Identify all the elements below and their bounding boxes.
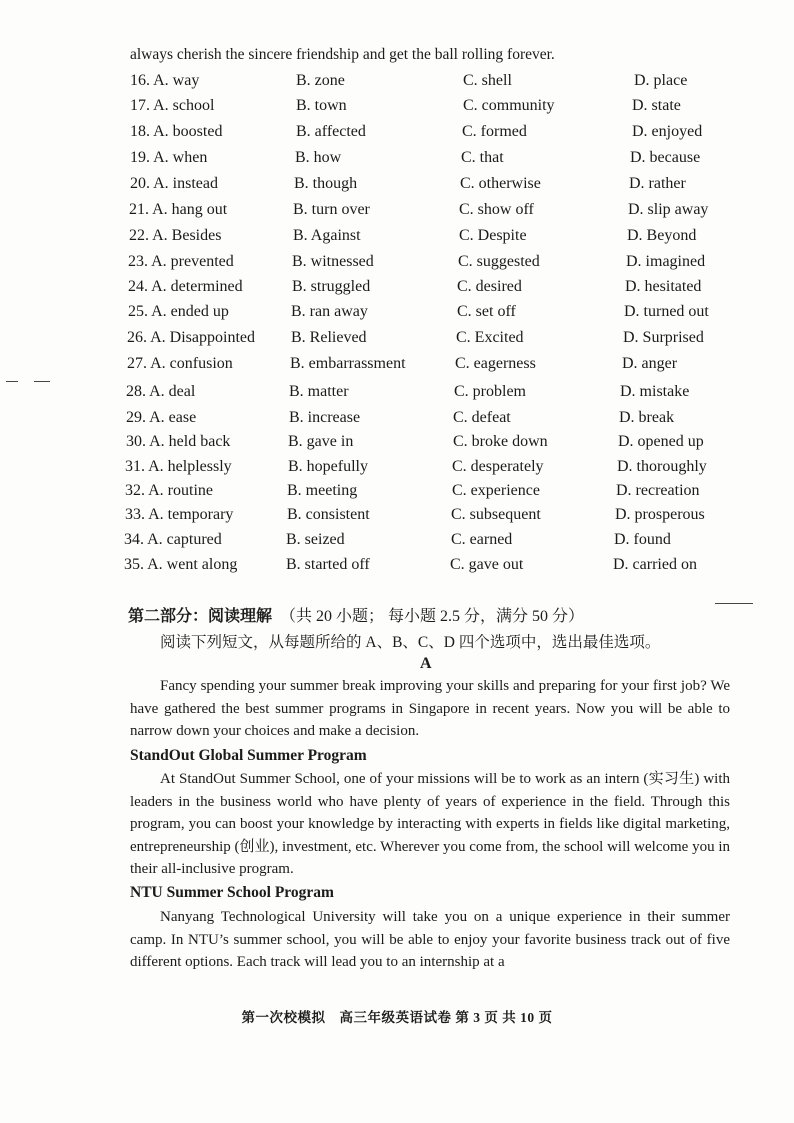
question-option: B. struggled [292, 278, 371, 295]
question-option: B. town [296, 97, 347, 114]
question-option: C. Excited [456, 329, 524, 346]
question-28-option-a: 28. A. deal [126, 383, 196, 400]
question-option: D. place [634, 72, 688, 89]
question-option: B. ran away [291, 303, 368, 320]
question-17-option-a: 17. A. school [130, 97, 215, 114]
question-option: D. opened up [618, 433, 704, 450]
question-option: B. embarrassment [290, 355, 406, 372]
section-2-scoring: （共 20 小题； 每小题 2.5 分，满分 50 分） [280, 608, 585, 625]
question-option: C. suggested [458, 253, 540, 270]
scan-artifact [34, 381, 50, 382]
question-27-option-a: 27. A. confusion [127, 355, 233, 372]
section-2-title-text: 第二部分：阅读理解 [128, 608, 273, 625]
question-20-option-a: 20. A. instead [130, 175, 218, 192]
question-22-option-a: 22. A. Besides [129, 227, 222, 244]
section-2-title [128, 603, 584, 626]
question-option: B. matter [289, 383, 349, 400]
question-16-option-a: 16. A. way [130, 72, 200, 89]
question-option: B. zone [296, 72, 345, 89]
question-option: B. turn over [293, 201, 370, 218]
question-option: C. otherwise [460, 175, 541, 192]
question-option: C. set off [457, 303, 516, 320]
question-option: D. mistake [620, 383, 690, 400]
question-option: D. turned out [624, 303, 709, 320]
question-option: C. shell [463, 72, 512, 89]
passage-letter: A [420, 655, 432, 672]
page-footer: 第一次校模拟 高三年级英语试卷 第 3 页 共 10 页 [241, 1010, 553, 1025]
question-option: D. because [630, 149, 701, 166]
question-option: C. eagerness [455, 355, 536, 372]
question-option: B. consistent [287, 506, 370, 523]
question-option: B. Relieved [291, 329, 367, 346]
question-option: B. seized [286, 531, 345, 548]
question-option: D. rather [629, 175, 686, 192]
question-option: D. Beyond [627, 227, 697, 244]
question-option: C. that [461, 149, 504, 166]
question-option: B. hopefully [288, 458, 368, 475]
question-option: D. recreation [616, 482, 700, 499]
question-option: B. meeting [287, 482, 358, 499]
question-option: D. carried on [613, 556, 697, 573]
question-option: D. enjoyed [632, 123, 703, 140]
question-option: D. imagined [626, 253, 706, 270]
question-option: C. formed [462, 123, 527, 140]
scan-artifact [715, 603, 753, 604]
passage-paragraph-1: Fancy spending your summer break improving your skills and preparing for your first job? We have gathered the best summer programs in Singapore in recent years. Now you will be able to narrow down your choices and make a decision. [130, 678, 730, 739]
question-24-option-a: 24. A. determined [128, 278, 243, 295]
question-option: C. earned [451, 531, 513, 548]
question-option: D. anger [622, 355, 678, 372]
question-option: C. community [463, 97, 555, 114]
question-option: D. prosperous [615, 506, 705, 523]
question-option: C. experience [452, 482, 540, 499]
question-option: B. gave in [288, 433, 354, 450]
question-option: D. Surprised [623, 329, 704, 346]
question-option: C. gave out [450, 556, 524, 573]
question-25-option-a: 25. A. ended up [128, 303, 229, 320]
question-34-option-a: 34. A. captured [124, 531, 222, 548]
question-21-option-a: 21. A. hang out [129, 201, 228, 218]
intro-line: always cherish the sincere friendship and get the ball rolling forever. [130, 46, 555, 63]
question-option: B. affected [296, 123, 366, 140]
question-option: D. thoroughly [617, 458, 707, 475]
section-2-instruction: 阅读下列短文，从每题所给的 A、B、C、D 四个选项中，选出最佳选项。 [160, 634, 661, 651]
question-23-option-a: 23. A. prevented [128, 253, 234, 270]
question-29-option-a: 29. A. ease [126, 409, 197, 426]
question-option: B. though [294, 175, 358, 192]
question-33-option-a: 33. A. temporary [125, 506, 234, 523]
passage-paragraph-3: Nanyang Technological University will take you on a unique experience in their summer camp. In NTU’s summer school, you will be able to enjoy your favorite business track out of five different options. Each track will lead you to an internship at a [130, 909, 730, 970]
passage-paragraph-2: At StandOut Summer School, one of your missions will be to work as an intern (实习生) with leaders in the business world who have plenty of years of experience in the field. Through this program, you can boost your knowledge by interacting with experts in fields like digital marketing, entrepreneurship (创业), investment, etc. Wherever you come from, the school will welcome you in their all-inclusive program. [130, 771, 730, 877]
question-option: B. Against [293, 227, 361, 244]
question-26-option-a: 26. A. Disappointed [127, 329, 255, 346]
question-option: C. show off [459, 201, 534, 218]
question-option: D. state [632, 97, 681, 114]
question-option: D. found [614, 531, 671, 548]
question-option: B. how [295, 149, 342, 166]
question-option: C. subsequent [451, 506, 541, 523]
question-18-option-a: 18. A. boosted [130, 123, 223, 140]
question-option: B. increase [289, 409, 361, 426]
question-option: D. slip away [628, 201, 709, 218]
question-option: C. desired [457, 278, 522, 295]
question-32-option-a: 32. A. routine [125, 482, 213, 499]
question-19-option-a: 19. A. when [130, 149, 208, 166]
question-option: D. hesitated [625, 278, 702, 295]
question-31-option-a: 31. A. helplessly [125, 458, 232, 475]
question-30-option-a: 30. A. held back [126, 433, 231, 450]
passage-heading-1: StandOut Global Summer Program [130, 747, 367, 764]
question-option: C. Despite [459, 227, 527, 244]
question-option: C. problem [454, 383, 526, 400]
question-option: C. defeat [453, 409, 511, 426]
question-option: D. break [619, 409, 675, 426]
question-35-option-a: 35. A. went along [124, 556, 238, 573]
passage-heading-2: NTU Summer School Program [130, 884, 334, 901]
question-option: C. desperately [452, 458, 544, 475]
question-option: C. broke down [453, 433, 548, 450]
scan-artifact [6, 381, 18, 382]
question-option: B. witnessed [292, 253, 374, 270]
question-option: B. started off [286, 556, 370, 573]
